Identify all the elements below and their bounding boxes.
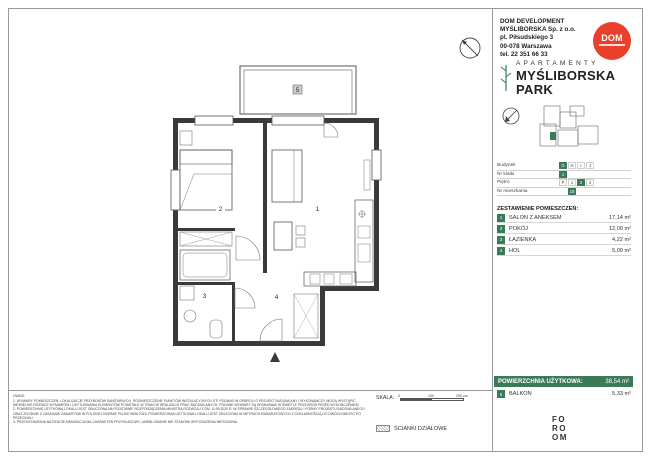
notes-title: UWAGI:: [13, 394, 26, 398]
brand-tree-icon: [500, 63, 512, 93]
washing-machine: [180, 286, 194, 300]
usable-area-bar: [494, 376, 633, 387]
door-swing-balcony: [324, 123, 338, 137]
dom-development-logo: [593, 22, 631, 60]
note-3: 3. PRZEDSTAWIONA NA RZUCIE ARANŻACJA MA CHARAKTER PRZYKŁADOWY, UMEBLOWANIE NIE STANOWI WYPOSAŻENIA MIESZKANIA.: [13, 420, 239, 425]
brand-name-line2: PARK: [516, 82, 554, 97]
bed: [180, 150, 232, 210]
room-label-3: 3: [202, 294, 207, 300]
room-label-5: 5: [295, 88, 300, 94]
scale-bar: [400, 398, 464, 401]
notes-block: [13, 394, 368, 425]
room-label-2: 2: [218, 207, 223, 213]
dining-table: [274, 222, 292, 250]
info-row-building: Budynek G H I J: [497, 162, 631, 171]
door-swing-room: [236, 236, 260, 260]
entrance-arrow: [270, 352, 280, 362]
key-plan: [500, 102, 636, 154]
room-row-hol: 4 HOL 5,09 m²: [497, 246, 631, 256]
logo-text: DOM: [601, 33, 623, 43]
door-swing-bath: [235, 288, 255, 308]
rooms-title: ZESTAWIENIE POMIESZCZEŃ:: [497, 206, 579, 212]
room-row-salon: 1 SALON Z ANEKSEM 17,14 m²: [497, 213, 631, 223]
company-subname: MYŚLIBORSKA Sp. z o.o.: [500, 26, 576, 34]
compass-rose: [458, 36, 482, 60]
window-salon-door: [272, 116, 324, 125]
window-salon-side: [372, 150, 381, 180]
partition-wall-swatch: [376, 425, 390, 432]
tv-unit: [364, 160, 370, 190]
brand-name-line1: MYŚLIBORSKA: [516, 68, 616, 83]
nightstand: [180, 131, 192, 145]
scale-tick-200: 200 cm: [456, 394, 468, 398]
window-left: [171, 170, 180, 210]
company-street: pl. Piłsudskiego 3: [500, 34, 554, 42]
company-info: [500, 18, 576, 59]
note-1: 1. WYMIARY POMIESZCZEŃ, LOKALIZACJE PRZYBORÓW SANITARNYCH, ROZMIESZCZENIE PUNKTÓW INSTALACYJNYCH ITP. PODANO W OPARCIU O PROJEKT BUDOWLANY I WYKONAWCZY, MOGĄ WYSTĄPIĆ NIEWIELKIE RÓŻNICE WYMIARÓW I USYTUOWANIA ELEMENTÓW POWSTAŁE W TRAKCIE REALIZACJI PRAC BUDOWLANYCH. PODANE WYMIARY SĄ WYMIARAMI W ŚWIETLE PRZEGRÓD PRZED WYKOŃCZENIEM.: [13, 398, 360, 407]
kitchen-counter: [355, 200, 373, 282]
partition-wall-label: ŚCIANKI DZIAŁOWE: [394, 426, 448, 432]
usable-area-value: 38,54 m²: [605, 378, 629, 385]
sheet-divider: [492, 8, 493, 452]
balcony-row: 5 BALKON 5,33 m²: [497, 389, 631, 399]
room-label-1: 1: [315, 207, 320, 213]
scale-tick-0: 0: [398, 394, 400, 398]
sink: [184, 310, 196, 322]
brand-tagline: APARTAMENTY: [516, 60, 599, 67]
room-label-4: 4: [274, 295, 279, 301]
entrance-door: [260, 319, 282, 341]
foroom-logo: FO RO OM: [552, 415, 568, 442]
toilet: [210, 320, 222, 338]
scale-label: SKALA:: [376, 395, 395, 401]
usable-area-label: POWIERZCHNIA UŻYTKOWA:: [498, 378, 583, 385]
company-city: 00-078 Warszawa: [500, 42, 552, 50]
info-row-staircase: Nr klatki 1: [497, 171, 631, 180]
room-row-pokoj: 2 POKÓJ 12,09 m²: [497, 224, 631, 234]
company-name: DOM DEVELOPMENT: [500, 18, 565, 25]
bathtub: [180, 250, 230, 280]
scale-tick-100: 100: [428, 394, 434, 398]
note-2: 2. POWIERZCHNIĘ UŻYTKOWĄ LOKALU JEST OBLICZONA NA PODSTAWIE ROZPORZĄDZENIA MINISTRA ROZWOJU Z DN. 11.09.2020 R. W SPRAWIE SZCZEGÓŁOWEGO ZAKRESU I FORMY PROJEKTU BUDOWLANEGO ORAZ ZGODNIE Z ZASADAMI ZAWARTYMI W POLSKIEJ NORMIE PN-ISO 9836:2015. POWIERZCHNIA UŻYTKOWA LOKALU JEST OBLICZONA W METRACH KWADRATOWYCH Z DOKŁADNOŚCIĄ DO DWÓCH MIEJSC PO PRZECINKU.: [13, 407, 365, 420]
room-row-lazienka: 3 ŁAZIENKA 4,22 m²: [497, 235, 631, 245]
info-row-apartment: Nr mieszkania 16: [497, 188, 631, 197]
sofa: [272, 150, 302, 202]
info-row-floor: Piętro P 1 2 3: [497, 179, 631, 188]
company-phone: tel. 22 351 66 33: [500, 50, 548, 58]
location-table: [497, 162, 631, 196]
window-room: [195, 116, 233, 125]
